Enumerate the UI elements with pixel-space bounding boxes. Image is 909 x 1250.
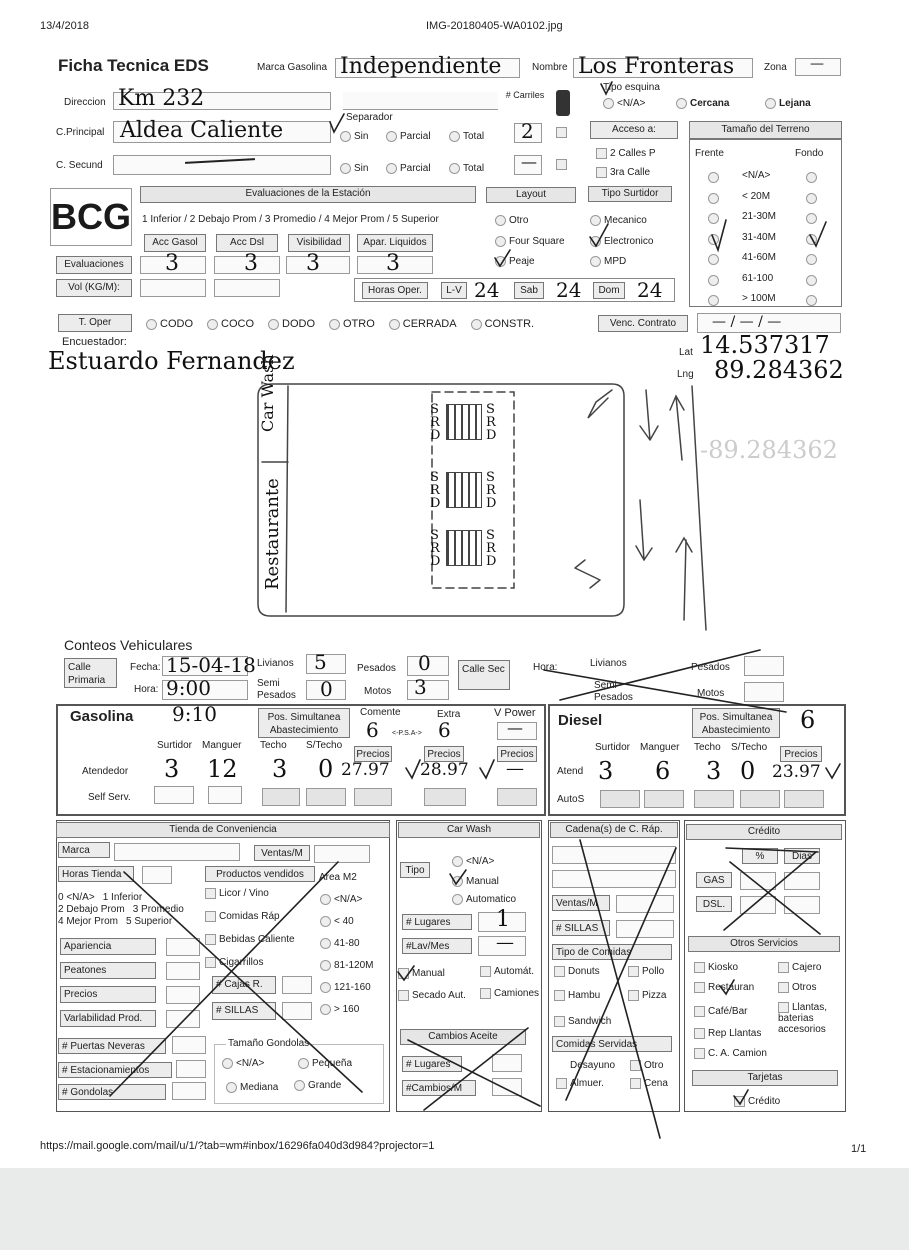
carriles-secund-value: —: [521, 152, 537, 171]
serv-desayuno[interactable]: Desayuno: [570, 1060, 616, 1071]
diesel-pos-value: 6: [800, 706, 816, 734]
area-label: 121-160: [334, 982, 371, 994]
print-page: 1/1: [851, 1143, 867, 1155]
pump-letter: D: [430, 554, 441, 569]
checkmark-icon: [601, 82, 612, 94]
carriles-label: # Carriles: [505, 90, 545, 100]
eval-col-visibilidad: Visibilidad: [288, 234, 350, 252]
semi-label: Semi Pesados: [257, 678, 296, 701]
fecha-label: Fecha:: [130, 662, 161, 673]
cw-opt-secado[interactable]: Secado Aut.: [398, 990, 466, 1001]
sep-secund-total[interactable]: Total: [449, 163, 484, 174]
gas-col-manguer: Manguer: [202, 740, 242, 751]
livianos-value: 5: [314, 650, 327, 674]
hora-label: Hora:: [134, 684, 159, 695]
area-label: <N/A>: [334, 894, 363, 906]
acceso-label: Acceso a:: [590, 121, 678, 139]
pump-letter: S: [430, 402, 439, 417]
sep-principal-sin[interactable]: Sin: [340, 131, 368, 142]
sep-principal-total[interactable]: Total: [449, 131, 484, 142]
horas-tienda-label: Horas Tienda: [58, 866, 134, 882]
gas-price-1: 27.97: [341, 760, 390, 780]
tienda-sillas-label: # SILLAS: [212, 1002, 276, 1020]
gas-price-3: —: [506, 758, 524, 779]
carwash-header: Car Wash: [398, 822, 540, 838]
surtidor-header: Tipo Surtidor: [588, 186, 672, 202]
carriles-principal-value: 2: [521, 119, 534, 143]
frente-label: Frente: [695, 148, 724, 159]
rating-label: Varlabilidad Prod.: [60, 1010, 156, 1027]
separador-label: Separador: [346, 112, 393, 123]
acceso-3racalle[interactable]: 3ra Calle: [596, 167, 650, 178]
eval-scale: 1 Inferior / 2 Debajo Prom / 3 Promedio / 4 Mejor Prom / 5 Superior: [142, 214, 439, 225]
surtidor-mecanico[interactable]: Mecanico: [590, 215, 647, 226]
pump-letter: D: [486, 554, 497, 569]
serv-cena[interactable]: Cena: [630, 1078, 668, 1089]
cross-mark: [110, 862, 338, 1096]
comidas-servidas-label: Comidas Servidas: [552, 1036, 672, 1052]
tienda-header: Tienda de Conveniencia: [56, 822, 390, 838]
product-label: Licor / Vino: [219, 888, 269, 900]
layout-otro[interactable]: Otro: [495, 215, 528, 226]
sep-secund-sin[interactable]: Sin: [340, 163, 368, 174]
credito-pct: %: [742, 848, 778, 864]
pump-letter: R: [486, 415, 496, 430]
livianos-label: Livianos: [257, 658, 294, 669]
checkmark-icon: [480, 760, 494, 778]
cw-opt-camiones[interactable]: Camiones: [480, 988, 539, 999]
credito-dias: Dias: [784, 848, 820, 864]
gas-att-surtidor: 3: [164, 755, 180, 783]
toper-option-label: OTRO: [343, 318, 375, 330]
semi-value: 0: [320, 677, 333, 701]
terreno-size-label: 41-60M: [742, 252, 776, 263]
lat-label: Lat: [679, 347, 693, 358]
cadena-sillas-label: # SILLAS: [552, 920, 610, 936]
sketch-restaurante-label: Restaurante: [262, 478, 283, 590]
cross-mark: [544, 670, 786, 712]
area-label: > 160: [334, 1004, 360, 1016]
cw-tipo-auto[interactable]: Automatico: [452, 894, 516, 905]
comente-value: 6: [366, 718, 379, 742]
credito-gas: GAS: [696, 872, 732, 888]
encuestador-label: Encuestador:: [62, 336, 127, 348]
area-label: 41-80: [334, 938, 360, 950]
cw-lavmes-label: #Lav/Mes: [402, 938, 472, 954]
extra-value: 6: [438, 718, 451, 742]
direccion-value: Km 232: [118, 86, 205, 111]
area-label: < 40: [334, 916, 354, 928]
checkmark-icon: [590, 224, 608, 246]
venc-label: Venc. Contrato: [598, 315, 688, 332]
surtidor-electronico[interactable]: Electronico: [590, 236, 653, 247]
dsl-col-techo: Techo: [694, 742, 721, 753]
bcg-logo: BCG: [50, 188, 132, 246]
serv-restauran[interactable]: Restauran: [694, 982, 754, 993]
neveras-label: # Puertas Neveras: [58, 1038, 166, 1054]
terreno-size-label: > 100M: [742, 293, 776, 304]
serv-kiosko[interactable]: Kiosko: [694, 962, 738, 973]
motos-value: 3: [414, 675, 427, 699]
gasolina-pos-button: Pos. Simultanea Abastecimiento: [258, 708, 350, 738]
area-label: Area M2: [319, 872, 357, 883]
terreno-size-label: 21-30M: [742, 211, 776, 222]
cross-mark: [408, 1040, 540, 1106]
calle-primaria-button: Calle Primaria: [64, 658, 117, 688]
hora-value: 9:00: [166, 676, 211, 700]
dash-mark: [726, 848, 818, 852]
zona-label: Zona: [764, 62, 787, 73]
cross-mark: [566, 848, 676, 1100]
credito-header: Crédito: [686, 824, 842, 840]
dom-label: Dom: [593, 282, 625, 299]
gas-precios-3: Precios: [497, 746, 537, 762]
sab-value: 24: [556, 278, 582, 302]
pump-letter: D: [430, 428, 441, 443]
gas-price-2: 28.97: [420, 760, 469, 780]
tienda-ventas-label: Ventas/M: [254, 845, 310, 861]
toper-option-label: DODO: [282, 318, 315, 330]
terreno-header: Tamaño del Terreno: [689, 121, 842, 139]
cw-opt-auto[interactable]: Automát.: [480, 966, 534, 977]
motos-sec-label: Motos: [697, 688, 725, 699]
checkmark-icon: [330, 114, 344, 132]
serv-llantas[interactable]: Llantas, baterias accesorios: [778, 1002, 828, 1036]
product-label: Cigarrillos: [219, 957, 264, 969]
hora-sec-label: Hora:: [533, 662, 558, 673]
serv-otros[interactable]: Otros: [778, 982, 816, 993]
eval-value-3: 3: [306, 251, 320, 276]
credito-dsl: DSL.: [696, 896, 732, 912]
dsl-col-manguer: Manguer: [640, 742, 680, 753]
rating-label: Peatones: [60, 962, 156, 979]
productos-label: Productos vendidos: [205, 866, 315, 882]
cross-mark: [424, 1028, 528, 1110]
comida-hambu[interactable]: Hambu: [554, 990, 600, 1001]
evaluaciones-header: Evaluaciones de la Estación: [140, 186, 476, 203]
comente-label: Comente: [360, 707, 401, 718]
gas-precios-1: Precios: [354, 746, 392, 762]
comida-pollo[interactable]: Pollo: [628, 966, 664, 977]
pump-letter: D: [486, 428, 497, 443]
cajas-label: # Cajas R.: [212, 976, 276, 994]
pesados-value: 0: [418, 651, 431, 675]
pump-letter: D: [430, 496, 441, 511]
livianos-sec-label: Livianos: [590, 658, 627, 669]
serv-cajero[interactable]: Cajero: [778, 962, 821, 973]
comida-donuts[interactable]: Donuts: [554, 966, 600, 977]
cross-mark: [580, 840, 660, 1138]
checkmark-icon: [398, 966, 414, 980]
checkmark-icon: [712, 220, 726, 250]
eval-value-4: 3: [386, 251, 400, 276]
tienda-marca-label: Marca: [58, 842, 110, 858]
gas-att-stecho: 0: [318, 755, 334, 783]
print-date: 13/4/2018: [40, 20, 89, 32]
eval-col-acc-gasol: Acc Gasol: [144, 234, 206, 252]
checkmark-icon: [810, 222, 826, 246]
gas-att-techo: 3: [272, 755, 288, 783]
faded-lng: -89.284362: [700, 436, 838, 464]
scan-margin: [0, 1168, 909, 1250]
pump-letter: S: [486, 470, 495, 485]
marca-value: Independiente: [340, 54, 502, 79]
toper-label: T. Oper: [58, 314, 132, 332]
marca-label: Marca Gasolina: [257, 62, 328, 73]
cw-opt-manual[interactable]: Manual: [398, 968, 445, 979]
cw-lugares-value: 1: [496, 907, 510, 932]
product-label: Comidas Ráp: [219, 911, 280, 923]
layout-four-square[interactable]: Four Square: [495, 236, 565, 247]
tarjeta-credito[interactable]: Crédito: [734, 1096, 780, 1107]
gasolina-time: 9:10: [172, 702, 217, 726]
toper-option-label: COCO: [221, 318, 254, 330]
self-serv-label: Self Serv.: [88, 792, 131, 803]
dsl-att-manguer: 6: [655, 757, 671, 785]
gond-mediana[interactable]: Mediana: [226, 1082, 278, 1093]
pump-letter: R: [486, 541, 496, 556]
carwash-tipo-label: Tipo: [400, 862, 430, 878]
dsl-col-surtidor: Surtidor: [595, 742, 631, 753]
motos-label: Motos: [364, 686, 392, 697]
cw-tipo-na[interactable]: <N/A>: [452, 856, 494, 867]
vol-label: Vol (KG/M):: [56, 279, 132, 297]
pump-letter: R: [486, 483, 496, 498]
toper-option-label: CONSTR.: [484, 318, 535, 330]
pump-letter: S: [486, 402, 495, 417]
sketch-carwash-label: Car Wash: [258, 354, 277, 432]
esquina-opt-lejana[interactable]: Lejana: [765, 98, 811, 109]
scale-item: 4 Mejor Prom: [58, 916, 119, 927]
lat-value: 14.537317: [700, 331, 830, 359]
esquina-opt-cercana[interactable]: Cercana: [676, 98, 729, 109]
cw-lugares-label: # Lugares: [402, 914, 472, 930]
gond-na[interactable]: <N/A>: [222, 1058, 264, 1069]
serv-almuer[interactable]: Almuer.: [556, 1078, 604, 1089]
psa-label: <-P.S.A->: [392, 730, 422, 737]
pump-letter: S: [430, 528, 439, 543]
terreno-size-label: < 20M: [742, 190, 771, 202]
gas-col-techo: Techo: [260, 740, 287, 751]
serv-ca-camion[interactable]: C. A. Camion: [694, 1048, 767, 1059]
serv-otro[interactable]: Otro: [630, 1060, 663, 1071]
extra-label: Extra: [437, 709, 461, 720]
gas-precios-2: Precios: [424, 746, 464, 762]
pump-letter: R: [430, 541, 440, 556]
scale-item: 3 Promedio: [132, 904, 184, 915]
pump-letter: R: [430, 483, 440, 498]
product-label: Bebidas Caliente: [219, 934, 295, 946]
pesados-sec-label: Pesados: [691, 662, 730, 673]
surtidor-mpd[interactable]: MPD: [590, 256, 626, 267]
nombre-label: Nombre: [532, 62, 568, 73]
estacionamientos-label: # Estacionamientos: [58, 1062, 172, 1078]
diesel-pos-button: Pos. Simultanea Abastecimiento: [692, 708, 780, 738]
pump-letter: R: [430, 415, 440, 430]
layout-header: Layout: [486, 187, 576, 203]
vpower-value: —: [507, 718, 523, 737]
c-principal-value: Aldea Caliente: [120, 118, 284, 143]
print-url: https://mail.google.com/mail/u/1/?tab=wm#inbox/16296fa040d3d984?projector=1: [40, 1140, 435, 1152]
cadena-header: Cadena(s) de C. Ráp.: [550, 822, 678, 838]
area-label: 81-120M: [334, 960, 374, 972]
form-title: Ficha Tecnica EDS: [58, 56, 209, 75]
gond-grande[interactable]: Grande: [294, 1080, 341, 1091]
c-secund-label: C. Secund: [56, 160, 103, 171]
dsl-att-stecho: 0: [740, 757, 756, 785]
sab-label: Sab: [514, 282, 544, 299]
atend-label: Atend: [557, 766, 584, 777]
rating-label: Precios: [60, 986, 156, 1003]
fecha-value: 15-04-18: [166, 653, 256, 677]
sep-principal-parcial[interactable]: Parcial: [386, 131, 431, 142]
sep-secund-parcial[interactable]: Parcial: [386, 163, 431, 174]
checkmark-icon: [406, 760, 420, 778]
gondolas-label: # Gondolas: [58, 1084, 166, 1100]
pesados-label: Pesados: [357, 663, 396, 674]
tipo-comidas-label: Tipo de Comidas: [552, 944, 672, 960]
horas-label: Horas Oper.: [362, 282, 428, 299]
tarjetas-header: Tarjetas: [692, 1070, 838, 1086]
gasolina-title: Gasolina: [70, 708, 134, 725]
lng-value: 89.284362: [714, 356, 844, 384]
otros-servicios-header: Otros Servicios: [688, 936, 840, 952]
dsl-precios: Precios: [780, 746, 822, 762]
cambios-lugares-label: # Lugares: [402, 1056, 462, 1072]
dom-value: 24: [637, 278, 663, 302]
dsl-col-stecho: S/Techo: [731, 742, 768, 753]
comida-sandwich[interactable]: Sandwich: [554, 1016, 611, 1027]
nombre-value: Los Fronteras: [578, 54, 735, 79]
tam-gondolas-label: Tamaño Gondolas: [228, 1038, 310, 1049]
checkmark-icon: [450, 870, 466, 884]
cross-mark: [124, 872, 362, 1092]
dsl-att-surtidor: 3: [598, 757, 614, 785]
layout-peaje[interactable]: Peaje: [495, 256, 535, 267]
gas-col-surtidor: Surtidor: [157, 740, 193, 751]
acceso-2calles[interactable]: 2 Calles P: [596, 148, 656, 159]
dsl-price: 23.97: [772, 762, 821, 782]
encuestador-value: Estuardo Fernandez: [48, 347, 295, 375]
terreno-size-label: 31-40M: [742, 231, 776, 243]
dsl-att-techo: 3: [706, 757, 722, 785]
autos-label: AutoS: [557, 794, 585, 805]
eval-value-1: 3: [165, 251, 179, 276]
venc-value: — / — / —: [712, 314, 782, 330]
serv-rep-llantas[interactable]: Rep Llantas: [694, 1028, 761, 1039]
cross-mark: [560, 650, 760, 700]
cambios-header: Cambios Aceite: [400, 1029, 526, 1045]
cw-lavmes-value: —: [496, 932, 514, 953]
pump-letter: S: [430, 470, 439, 485]
direccion-label: Direccion: [64, 97, 106, 108]
checkmark-icon: [720, 980, 734, 994]
serv-cafe-bar[interactable]: Café/Bar: [694, 1006, 747, 1017]
scale-item: 2 Debajo Prom: [58, 904, 125, 915]
comida-pizza[interactable]: Pizza: [628, 990, 666, 1001]
pump-letter: D: [486, 496, 497, 511]
semi-sec-label: Semi Pesados: [594, 680, 633, 703]
checkmark-icon: [495, 250, 510, 266]
scale-item: 0 <N/A>: [58, 892, 95, 903]
checkmark-icon: [734, 1090, 748, 1104]
terreno-size-label: 61-100: [742, 272, 774, 284]
rating-label: Apariencia: [60, 938, 156, 955]
lv-label: L-V: [441, 282, 467, 299]
fondo-label: Fondo: [795, 148, 824, 159]
scale-item: 5 Superior: [126, 916, 173, 927]
eval-value-2: 3: [244, 251, 258, 276]
lv-value: 24: [474, 278, 500, 302]
conteos-title: Conteos Vehiculares: [64, 637, 193, 653]
cross-mark: [724, 852, 816, 930]
print-filename: IMG-20180405-WA0102.jpg: [426, 20, 563, 32]
calle-sec-button: Calle Sec: [458, 660, 510, 690]
toper-option-label: CERRADA: [402, 318, 457, 330]
lng-label: Lng: [677, 369, 694, 380]
cw-tipo-manual[interactable]: Manual: [452, 876, 499, 887]
cadena-ventas-label: Ventas/M: [552, 895, 610, 911]
cross-mark: [730, 862, 820, 934]
gas-att-manguer: 12: [207, 755, 238, 783]
atendedor-label: Atendedor: [82, 766, 129, 777]
c-principal-label: C.Principal: [56, 127, 105, 138]
eval-col-apar-liquidos: Apar. Liquidos: [357, 234, 433, 252]
evaluaciones-row-label: Evaluaciones: [56, 256, 132, 274]
esquina-opt-na[interactable]: <N/A>: [603, 98, 645, 109]
gas-col-stecho: S/Techo: [306, 740, 343, 751]
diesel-title: Diesel: [558, 712, 603, 729]
cambios-mes-label: #Cambios/M: [402, 1080, 476, 1096]
toper-option-label: CODO: [160, 318, 193, 330]
pump-letter: S: [486, 528, 495, 543]
terreno-size-label: <N/A>: [742, 170, 771, 181]
tipo-esquina-label: Tipo esquina: [603, 82, 660, 93]
checkmark-icon: [826, 764, 840, 778]
gond-pequena[interactable]: Pequeña: [298, 1058, 352, 1069]
eval-col-acc-dsl: Acc Dsl: [216, 234, 278, 252]
scale-item: 1 Inferior: [102, 892, 143, 903]
vpower-label: V Power: [494, 707, 536, 719]
zona-value: —: [810, 56, 824, 72]
